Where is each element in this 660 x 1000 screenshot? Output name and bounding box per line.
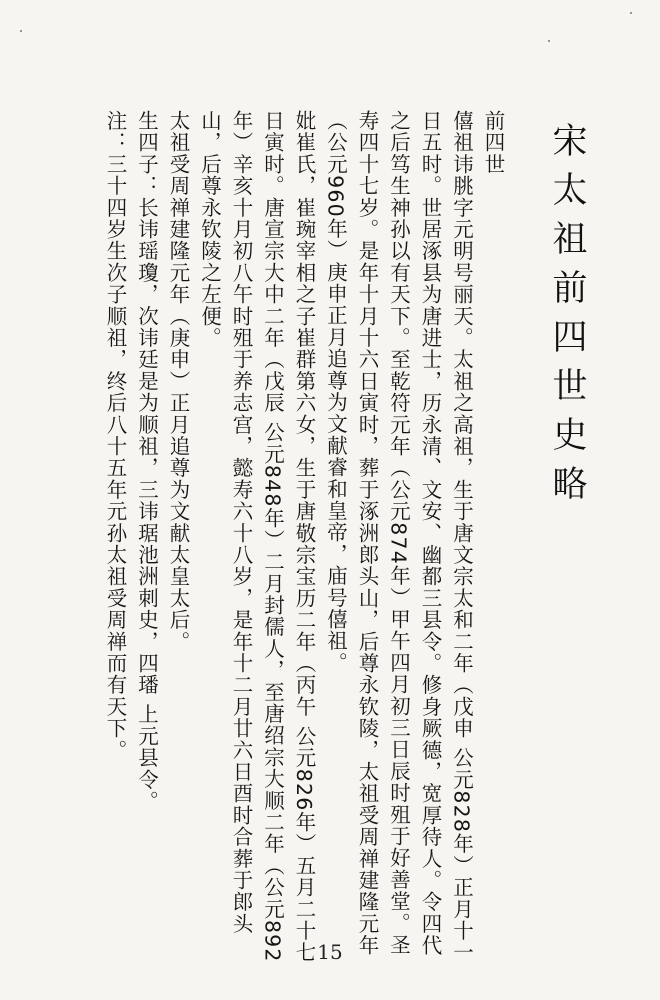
scan-speck: [630, 12, 632, 14]
section-heading: 前四世: [481, 110, 505, 176]
paragraph-ancestor: 僖祖讳朓字元明号丽天。太祖之高祖，生于唐文宗太和二年（戊申 公元828年）正月十一日五时。世居涿县为唐进士，历永清、文安、幽都三县令。修身厥德，宽厚待人。令四代之后笃生神孙以有天下。至乾符元年（公元874年）甲午四月初三日辰时殂于好善堂。圣寿四十七岁。是年十月十六日寅时，葬于涿洲郎头山，后尊永钦陵，太祖受周禅建隆元年（公元960年）庚申正月追尊为文献睿和皇帝，庙号僖祖。: [323, 110, 474, 964]
paragraph-note: 注：三十四岁生次子顺祖，终后八十五年元孙太祖受周禅而有天下。: [103, 110, 127, 761]
page-title: 宋太祖前四世史略: [547, 122, 587, 514]
paragraph-consort: 妣崔氏，崔琬宰相之子崔群第六女，生于唐敬宗宝历二年（丙午 公元826年）五月二十七日寅时。唐宣宗大中二年（戊辰 公元848年）二月封儒人，至唐绍宗大顺二年（公元892年）辛亥十月初八午时殂于养志宫，懿寿六十八岁，是年十二月廿六日酉时合葬于郎头山，后尊永钦陵之左便。: [197, 110, 316, 964]
scan-speck: [548, 40, 550, 42]
scan-speck: [20, 30, 22, 32]
body-text: [99, 110, 509, 970]
paragraph-sons: 生四子：长讳瑶瓊，次讳廷是为顺祖，三讳琚池洲刺史，四璠 上元县令。: [134, 110, 159, 813]
paragraph-posthumous-title: 太祖受周禅建隆元年（庚申）正月追尊为文献太皇太后。: [166, 110, 190, 653]
page-number: 15: [317, 940, 343, 964]
